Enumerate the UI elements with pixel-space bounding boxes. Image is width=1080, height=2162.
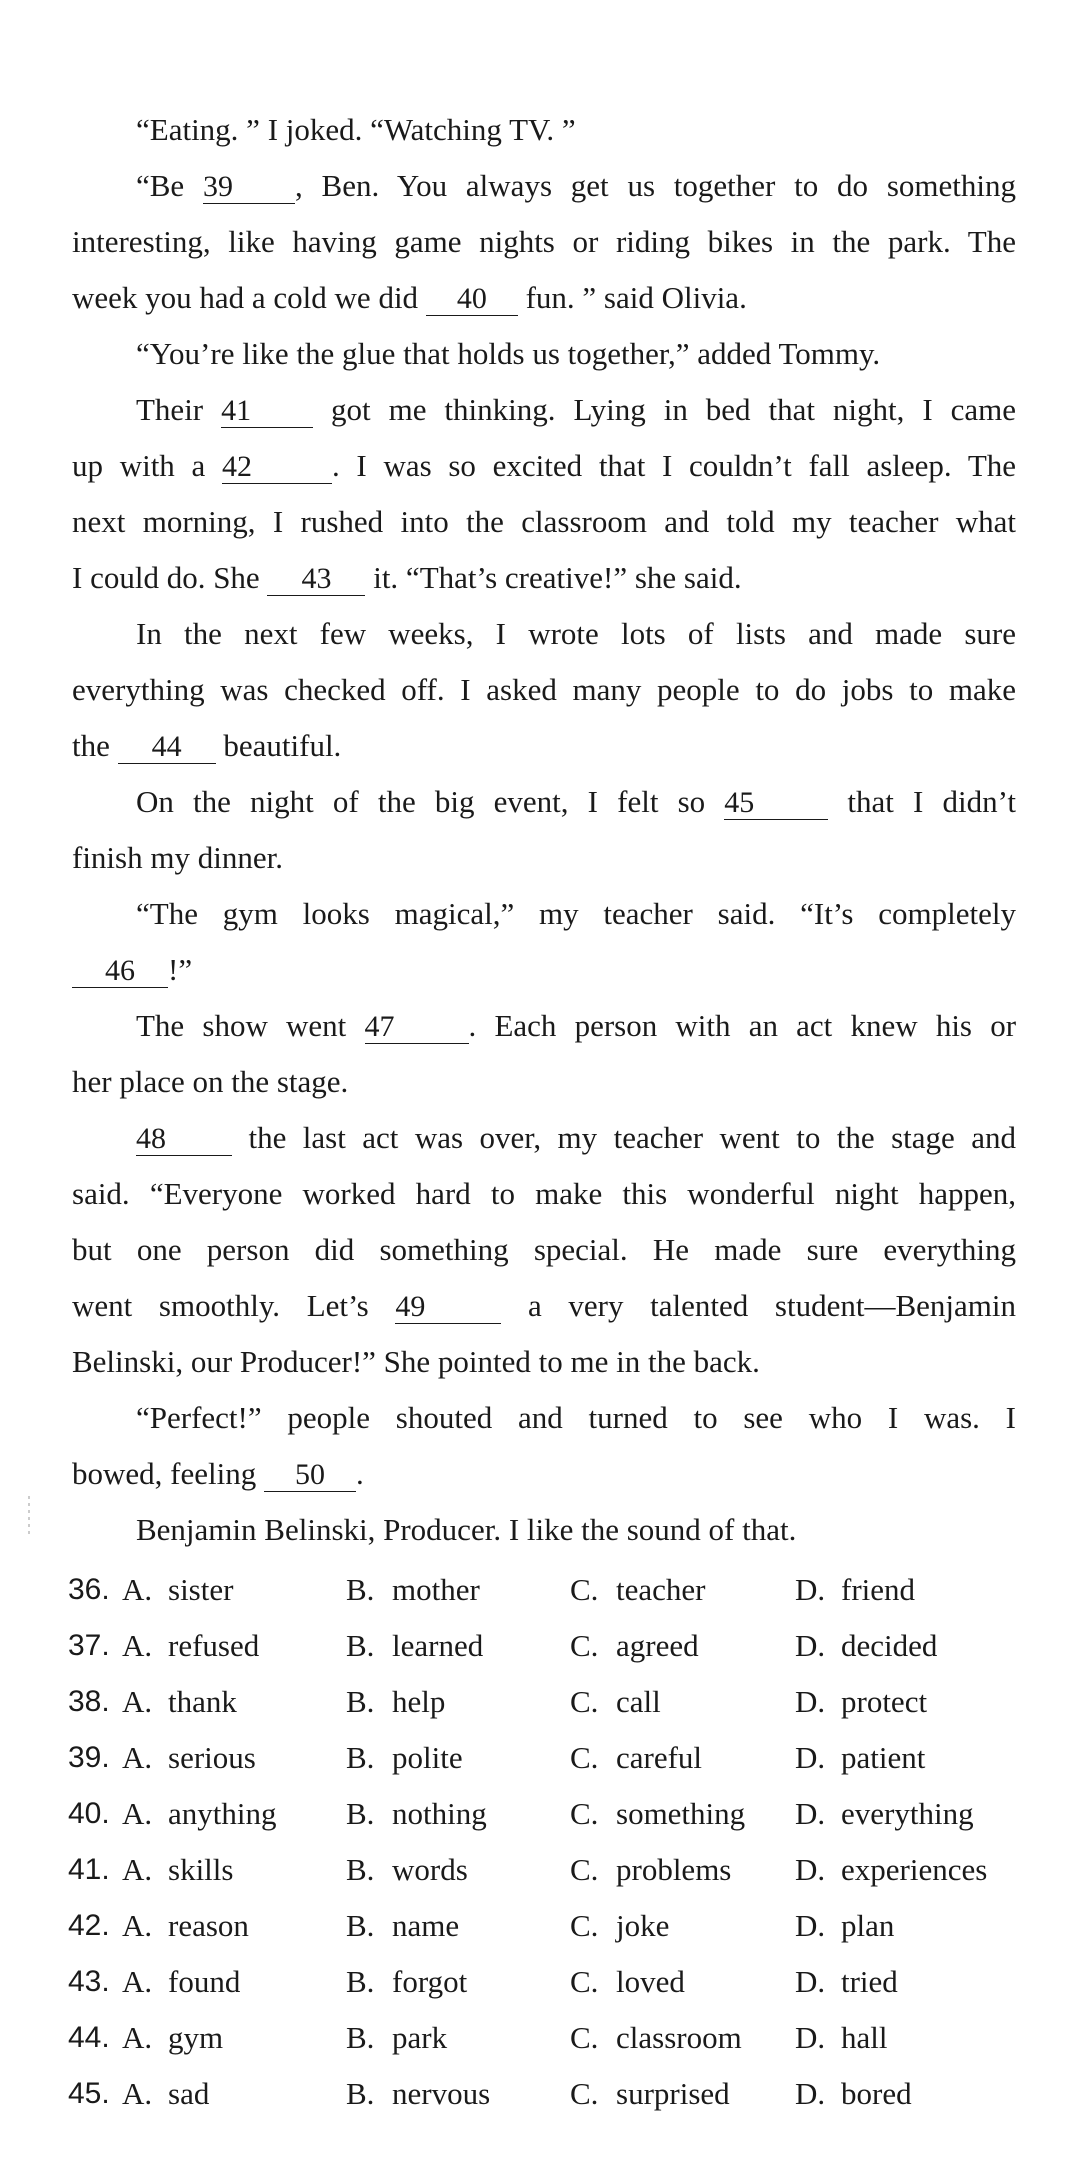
option-text: everything <box>841 1796 974 1831</box>
option-letter: D. <box>795 1572 826 1607</box>
blank-45 <box>724 787 828 820</box>
option-text: sister <box>168 1572 234 1607</box>
option-d <box>795 1626 937 1666</box>
option-b <box>346 1682 445 1722</box>
passage-line <box>72 1454 1016 1494</box>
option-c <box>570 1794 745 1834</box>
passage-line <box>136 390 1016 430</box>
option-letter: A. <box>122 1852 153 1887</box>
option-text: words <box>392 1852 468 1887</box>
question-number: 44. <box>68 2021 110 2054</box>
question-row <box>68 2018 1028 2058</box>
passage-line <box>136 1510 1016 1550</box>
question-row <box>68 1906 1028 1946</box>
option-text: joke <box>616 1908 670 1943</box>
text: the <box>72 728 110 763</box>
text: went smoothly. Let’s <box>72 1288 369 1323</box>
option-letter: B. <box>346 1740 375 1775</box>
option-letter: C. <box>570 2076 599 2111</box>
option-text: gym <box>168 2020 224 2055</box>
text: it. “That’s creative!” she said. <box>373 560 742 595</box>
blank-number: 42 <box>221 450 252 483</box>
passage-line <box>72 558 1016 598</box>
passage-line <box>72 726 1016 766</box>
passage-line <box>72 446 1016 486</box>
option-text: experiences <box>841 1852 988 1887</box>
option-b <box>346 2074 490 2114</box>
text: week you had a cold we did <box>72 280 419 315</box>
option-d <box>795 1570 915 1610</box>
blank-number: 50 <box>294 1458 325 1491</box>
text: “You’re like the glue that holds us together,” added Tommy. <box>136 336 881 371</box>
option-c <box>570 2074 730 2114</box>
option-b <box>346 1850 468 1890</box>
option-b <box>346 2018 447 2058</box>
option-text: serious <box>168 1740 256 1775</box>
option-letter: A. <box>122 1572 153 1607</box>
passage-line <box>136 166 1016 206</box>
option-text: classroom <box>616 2020 742 2055</box>
option-letter: B. <box>346 1964 375 1999</box>
text: bowed, feeling <box>72 1456 257 1491</box>
text: that I didn’t <box>847 784 1016 819</box>
blank-41 <box>221 395 313 428</box>
blank-46 <box>72 955 168 988</box>
option-letter: B. <box>346 1572 375 1607</box>
text: “Be <box>136 168 185 203</box>
option-letter: A. <box>122 1684 153 1719</box>
option-text: anything <box>168 1796 277 1831</box>
text: I could do. She <box>72 560 260 595</box>
blank-43 <box>267 563 365 596</box>
text: beautiful. <box>223 728 342 763</box>
option-text: nothing <box>392 1796 487 1831</box>
blank-number: 41 <box>221 394 252 427</box>
blank-49 <box>395 1291 501 1324</box>
option-letter: C. <box>570 2020 599 2055</box>
text: the last act was over, my teacher went to the stage and <box>248 1120 1017 1155</box>
passage-line <box>72 1342 1016 1382</box>
text: but one person did something special. He made sure everything <box>72 1232 1016 1267</box>
option-a <box>122 1570 233 1610</box>
question-row <box>68 1794 1028 1834</box>
option-text: teacher <box>616 1572 706 1607</box>
question-number: 38. <box>68 1685 110 1718</box>
blank-50 <box>264 1459 356 1492</box>
blank-47 <box>365 1011 469 1044</box>
passage-line <box>136 894 1016 934</box>
option-text: name <box>392 1908 460 1943</box>
text: . <box>355 1456 364 1491</box>
option-letter: B. <box>346 1628 375 1663</box>
option-b <box>346 1738 463 1778</box>
option-letter: B. <box>346 1684 375 1719</box>
passage-line <box>136 334 1016 374</box>
text: . Each person with an act knew his or <box>468 1008 1017 1043</box>
blank-number: 43 <box>301 562 332 595</box>
passage-line <box>72 838 1016 878</box>
text: got me thinking. Lying in bed that night, I came <box>331 392 1017 427</box>
text: interesting, like having game nights or riding bikes in the park. The <box>72 224 1016 259</box>
blank-number: 39 <box>203 170 233 203</box>
passage-line <box>72 1062 1016 1102</box>
option-c <box>570 1570 705 1610</box>
option-letter: B. <box>346 1852 375 1887</box>
option-letter: C. <box>570 1908 599 1943</box>
text: . I was so excited that I couldn’t fall asleep. The <box>331 448 1017 483</box>
option-d <box>795 1794 974 1834</box>
text: Benjamin Belinski, Producer. I like the sound of that. <box>136 1512 797 1547</box>
option-letter: B. <box>346 1796 375 1831</box>
option-letter: D. <box>795 1852 826 1887</box>
passage-line <box>136 614 1016 654</box>
passage-line <box>72 278 1016 318</box>
question-row <box>68 1626 1028 1666</box>
option-c <box>570 1682 661 1722</box>
option-text: help <box>392 1684 446 1719</box>
option-letter: A. <box>122 2020 153 2055</box>
option-text: careful <box>616 1740 703 1775</box>
question-row <box>68 1850 1028 1890</box>
option-a <box>122 1850 233 1890</box>
option-letter: D. <box>795 1908 826 1943</box>
question-number: 41. <box>68 1853 110 1886</box>
blank-48 <box>136 1123 232 1156</box>
option-text: agreed <box>616 1628 699 1663</box>
question-row <box>68 1738 1028 1778</box>
option-letter: C. <box>570 1964 599 1999</box>
passage-line <box>72 670 1016 710</box>
option-d <box>795 1906 894 1946</box>
blank-number: 45 <box>724 786 755 819</box>
option-letter: A. <box>122 1908 153 1943</box>
option-text: polite <box>392 1740 463 1775</box>
option-letter: A. <box>122 1740 153 1775</box>
text: said. “Everyone worked hard to make this wonderful night happen, <box>72 1176 1016 1211</box>
option-letter: C. <box>570 1628 599 1663</box>
option-text: decided <box>841 1628 938 1663</box>
option-text: call <box>616 1684 661 1719</box>
option-a <box>122 1794 277 1834</box>
option-c <box>570 1850 731 1890</box>
option-letter: D. <box>795 1796 826 1831</box>
passage-line <box>72 1230 1016 1270</box>
option-letter: C. <box>570 1740 599 1775</box>
text: “Perfect!” people shouted and turned to see who I was. I <box>136 1400 1016 1435</box>
blank-number: 47 <box>364 1010 395 1043</box>
text: her place on the stage. <box>72 1064 349 1099</box>
option-text: protect <box>841 1684 928 1719</box>
passage-line <box>72 1174 1016 1214</box>
question-number: 39. <box>68 1741 110 1774</box>
option-c <box>570 2018 742 2058</box>
option-letter: D. <box>795 2020 826 2055</box>
margin-mark <box>28 1496 30 1536</box>
option-letter: A. <box>122 1796 153 1831</box>
option-c <box>570 1626 699 1666</box>
blank-39 <box>203 171 295 204</box>
question-row <box>68 1962 1028 2002</box>
option-c <box>570 1738 702 1778</box>
blank-number: 40 <box>456 282 487 315</box>
option-text: nervous <box>392 2076 491 2111</box>
option-text: refused <box>168 1628 260 1663</box>
text: The show went <box>136 1008 347 1043</box>
text: everything was checked off. I asked many people to do jobs to make <box>72 672 1016 707</box>
blank-42 <box>222 451 332 484</box>
option-letter: D. <box>795 1740 826 1775</box>
option-b <box>346 1626 483 1666</box>
option-text: forgot <box>392 1964 468 1999</box>
option-letter: D. <box>795 1964 826 1999</box>
option-letter: B. <box>346 2020 375 2055</box>
blank-number: 44 <box>151 730 182 763</box>
option-text: bored <box>841 2076 912 2111</box>
option-letter: A. <box>122 2076 153 2111</box>
text: next morning, I rushed into the classroom and told my teacher what <box>72 504 1016 539</box>
passage-line <box>136 1006 1016 1046</box>
passage-line <box>136 1118 1016 1158</box>
text: !” <box>168 952 193 987</box>
text: In the next few weeks, I wrote lots of lists and made sure <box>136 616 1016 651</box>
option-d <box>795 1682 927 1722</box>
question-number: 37. <box>68 1629 110 1662</box>
option-a <box>122 1962 240 2002</box>
passage-line <box>72 502 1016 542</box>
passage-line <box>136 782 1016 822</box>
option-text: sad <box>168 2076 210 2111</box>
option-b <box>346 1794 487 1834</box>
option-text: something <box>616 1796 746 1831</box>
blank-number: 46 <box>105 954 135 987</box>
text: On the night of the big event, I felt so <box>136 784 706 819</box>
option-text: thank <box>168 1684 237 1719</box>
option-letter: A. <box>122 1628 153 1663</box>
option-letter: C. <box>570 1684 599 1719</box>
option-text: hall <box>841 2020 888 2055</box>
option-text: learned <box>392 1628 484 1663</box>
option-text: surprised <box>616 2076 730 2111</box>
option-text: reason <box>168 1908 249 1943</box>
question-number: 40. <box>68 1797 110 1830</box>
option-letter: C. <box>570 1796 599 1831</box>
question-row <box>68 1682 1028 1722</box>
option-c <box>570 1906 669 1946</box>
option-letter: D. <box>795 2076 826 2111</box>
option-letter: A. <box>122 1964 153 1999</box>
blank-number: 48 <box>136 1122 166 1155</box>
option-a <box>122 1906 249 1946</box>
text: Their <box>136 392 204 427</box>
blank-44 <box>118 731 216 764</box>
text: up with a <box>72 448 206 483</box>
text: fun. ” said Olivia. <box>525 280 747 315</box>
blank-number: 49 <box>395 1290 426 1323</box>
option-text: friend <box>841 1572 916 1607</box>
option-a <box>122 1682 237 1722</box>
text: “Eating. ” I joked. “Watching TV. ” <box>136 112 576 147</box>
option-text: loved <box>616 1964 685 1999</box>
question-number: 43. <box>68 1965 110 1998</box>
text: “The gym looks magical,” my teacher said. “It’s completely <box>136 896 1016 931</box>
option-d <box>795 2018 888 2058</box>
option-text: park <box>392 2020 448 2055</box>
option-d <box>795 1850 987 1890</box>
option-text: skills <box>168 1852 234 1887</box>
passage-line <box>72 222 1016 262</box>
option-d <box>795 1962 898 2002</box>
option-text: found <box>168 1964 241 1999</box>
option-b <box>346 1570 480 1610</box>
option-text: plan <box>841 1908 895 1943</box>
option-d <box>795 2074 912 2114</box>
option-letter: D. <box>795 1628 826 1663</box>
option-letter: C. <box>570 1572 599 1607</box>
passage-line <box>72 950 1016 990</box>
option-letter: D. <box>795 1684 826 1719</box>
option-d <box>795 1738 925 1778</box>
blank-40 <box>426 283 518 316</box>
option-b <box>346 1906 459 1946</box>
option-a <box>122 1626 259 1666</box>
option-letter: B. <box>346 1908 375 1943</box>
option-letter: B. <box>346 2076 375 2111</box>
option-c <box>570 1962 685 2002</box>
option-letter: C. <box>570 1852 599 1887</box>
option-text: tried <box>841 1964 898 1999</box>
passage-line <box>72 1286 1016 1326</box>
question-number: 42. <box>68 1909 110 1942</box>
text: Belinski, our Producer!” She pointed to me in the back. <box>72 1344 760 1379</box>
text: finish my dinner. <box>72 840 283 875</box>
question-number: 45. <box>68 2077 110 2110</box>
question-row <box>68 1570 1028 1610</box>
text: , Ben. You always get us together to do something <box>295 168 1017 203</box>
option-text: problems <box>616 1852 732 1887</box>
option-text: patient <box>841 1740 926 1775</box>
option-b <box>346 1962 467 2002</box>
option-a <box>122 1738 256 1778</box>
question-row <box>68 2074 1028 2114</box>
passage-line <box>136 1398 1016 1438</box>
option-text: mother <box>392 1572 480 1607</box>
text: a very talented student—Benjamin <box>528 1288 1016 1323</box>
question-number: 36. <box>68 1573 110 1606</box>
passage-line <box>136 110 1016 150</box>
option-a <box>122 2018 223 2058</box>
option-a <box>122 2074 209 2114</box>
